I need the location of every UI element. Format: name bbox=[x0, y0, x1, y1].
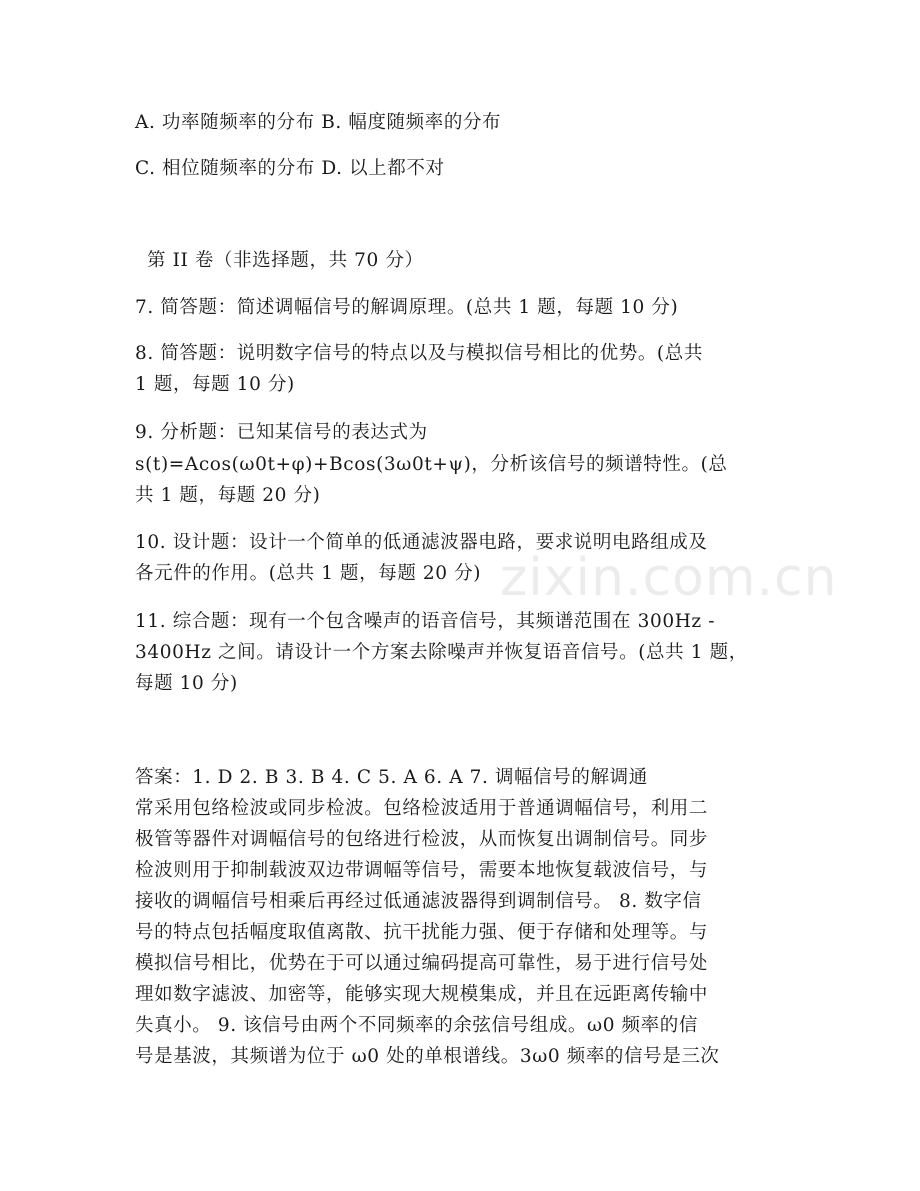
answer-line-3: 极管等器件对调幅信号的包络进行检波，从而恢复出调制信号。同步 bbox=[135, 829, 709, 850]
watermark: zixin.com.cn bbox=[500, 548, 838, 608]
answer-line-8: 理如数字滤波、加密等，能够实现大规模集成，并且在远距离传输中 bbox=[135, 984, 709, 1005]
section-header: 第 II 卷（非选择题，共 70 分） bbox=[147, 250, 424, 271]
option-line-ab: A. 功率随频率的分布 B. 幅度随频率的分布 bbox=[135, 112, 502, 133]
question-11-line-2: 3400Hz 之间。请设计一个方案去除噪声并恢复语音信号。(总共 1 题， bbox=[135, 642, 748, 663]
answer-line-9: 失真小。 9. 该信号由两个不同频率的余弦信号组成。ω0 频率的信 bbox=[135, 1015, 698, 1036]
question-8-line-2: 1 题，每题 10 分) bbox=[135, 374, 295, 395]
answer-line-1: 答案：1. D 2. B 3. B 4. C 5. A 6. A 7. 调幅信号的解调通 bbox=[135, 767, 648, 788]
question-9-line-2: s(t)=Acos(ω0t+φ)+Bcos(3ω0t+ψ)，分析该信号的频谱特性。(总 bbox=[135, 454, 728, 475]
question-8-line-1: 8. 简答题：说明数字信号的特点以及与模拟信号相比的优势。(总共 bbox=[135, 343, 703, 364]
question-10-line-1: 10. 设计题：设计一个简单的低通滤波器电路，要求说明电路组成及 bbox=[135, 532, 708, 553]
answer-line-4: 检波则用于抑制载波双边带调幅等信号，需要本地恢复载波信号，与 bbox=[135, 860, 709, 881]
answer-line-7: 模拟信号相比，优势在于可以通过编码提高可靠性，易于进行信号处 bbox=[135, 953, 709, 974]
option-line-cd: C. 相位随频率的分布 D. 以上都不对 bbox=[135, 158, 445, 179]
answer-line-2: 常采用包络检波或同步检波。包络检波适用于普通调幅信号，利用二 bbox=[135, 798, 709, 819]
question-7: 7. 简答题：简述调幅信号的解调原理。(总共 1 题，每题 10 分) bbox=[135, 297, 679, 318]
question-10-line-2: 各元件的作用。(总共 1 题，每题 20 分) bbox=[135, 563, 482, 584]
answer-line-5: 接收的调幅信号相乘后再经过低通滤波器得到调制信号。 8. 数字信 bbox=[135, 891, 702, 912]
question-11-line-3: 每题 10 分) bbox=[135, 673, 238, 694]
answer-line-10: 号是基波，其频谱为位于 ω0 处的单根谱线。3ω0 频率的信号是三次 bbox=[135, 1046, 720, 1067]
question-9-line-1: 9. 分析题：已知某信号的表达式为 bbox=[135, 422, 428, 443]
question-9-line-3: 共 1 题，每题 20 分) bbox=[135, 485, 321, 506]
question-11-line-1: 11. 综合题：现有一个包含噪声的语音信号，其频谱范围在 300Hz - bbox=[135, 611, 716, 632]
answer-line-6: 号的特点包括幅度取值离散、抗干扰能力强、便于存储和处理等。与 bbox=[135, 922, 709, 943]
